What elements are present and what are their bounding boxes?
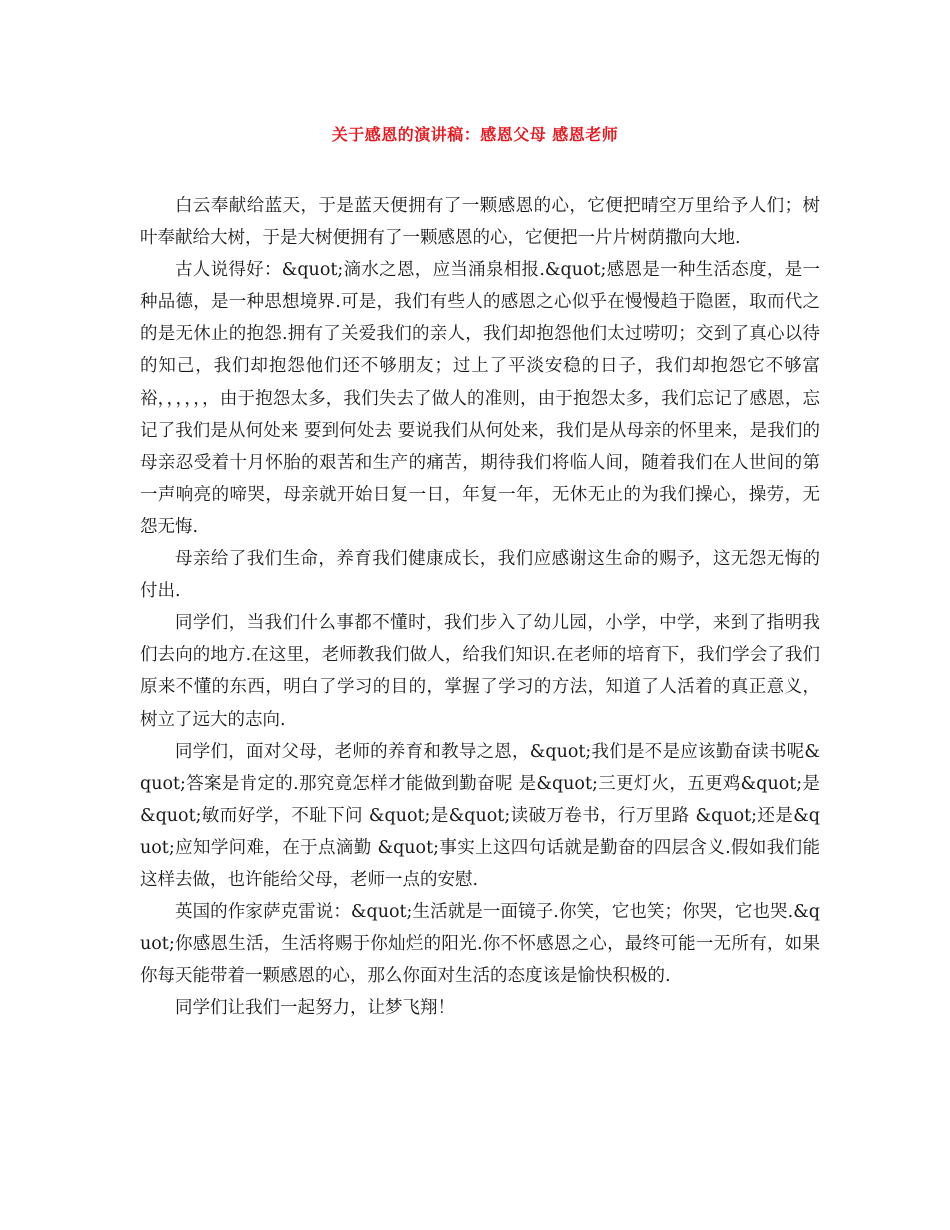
paragraph-6: 英国的作家萨克雷说：&quot;生活就是一面镜子.你笑，它也笑；你哭，它也哭.&quot;你感恩生活，生活将赐于你灿烂的阳光.你不怀感恩之心，最终可能一无所有，如果你每天能带着一颗感恩的心，那么你面对生活的态度该是愉快积极的. <box>140 902 820 987</box>
paragraph-2: 古人说得好：&quot;滴水之恩，应当涌泉相报.&quot;感恩是一种生活态度，是一种品德，是一种思想境界.可是，我们有些人的感恩之心似乎在慢慢趋于隐匿，取而代之的是无休止的抱怨.拥有了关爱我们的亲人，我们却抱怨他们太过唠叨；交到了真心以待的知己，我们却抱怨他们还不够朋友；过上了平淡安稳的日子，我们却抱怨它不够富裕，，，，，，由于抱怨太多，我们失去了做人的准则，由于抱怨太多，我们忘记了感恩，忘记了我们是从何处来 要到何处去 要说我们从何处来，我们是从母亲的怀里来，是我们的母亲忍受着十月怀胎的艰苦和生产的痛苦，期待我们将临人间，随着我们在人世间的第一声响亮的啼哭，母亲就开始日复一日，年复一年，无休无止的为我们操心，操劳，无怨无悔. <box>140 260 820 537</box>
paragraph-4: 同学们，当我们什么事都不懂时，我们步入了幼儿园，小学，中学，来到了指明我们去向的地方.在这里，老师教我们做人，给我们知识.在老师的培育下，我们学会了我们原来不懂的东西，明白了学习的目的，掌握了学习的方法，知道了人活着的真正意义，树立了远大的志向. <box>140 613 820 730</box>
paragraph-5: 同学们，面对父母，老师的养育和教导之恩，&quot;我们是不是应该勤奋读书呢&quot;答案是肯定的.那究竟怎样才能做到勤奋呢 是&quot;三更灯火，五更鸡&quot;是&quot;敏而好学，不耻下问 &quot;是&quot;读破万卷书，行万里路 &quot;还是&quot;应知学问难，在于点滴勤 &quot;事实上这四句话就是勤奋的四层含义.假如我们能这样去做，也许能给父母，老师一点的安慰. <box>140 741 820 890</box>
paragraph-7: 同学们让我们一起努力，让梦飞翔！ <box>175 998 455 1019</box>
paragraph-1: 白云奉献给蓝天，于是蓝天便拥有了一颗感恩的心，它便把晴空万里给予人们；树叶奉献给大树，于是大树便拥有了一颗感恩的心，它便把一片片树荫撒向大地. <box>140 196 820 249</box>
document-body <box>140 190 820 1024</box>
paragraph-3: 母亲给了我们生命，养育我们健康成长，我们应感谢这生命的赐予，这无怨无悔的付出. <box>140 549 820 602</box>
document-title: 关于感恩的演讲稿：感恩父母 感恩老师 <box>331 125 619 144</box>
